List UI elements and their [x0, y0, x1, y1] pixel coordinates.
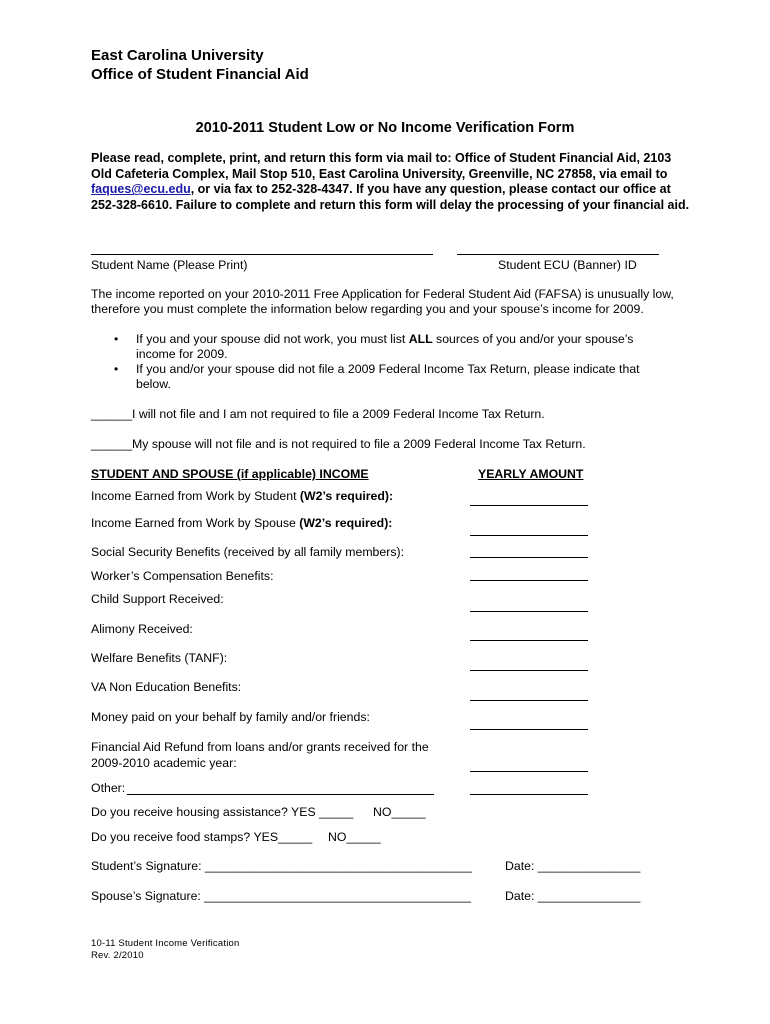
spouse-not-file-label: My spouse will not file and is not required to file a 2009 Federal Income Tax Return. [132, 437, 586, 451]
student-signature[interactable]: Student’s Signature: _______________________________________ [91, 859, 472, 873]
spouse-signature[interactable]: Spouse’s Signature: _______________________________________ [91, 889, 471, 903]
bullet-1-text-end: sources of you and/or your spouse’s income for 2009. [136, 332, 634, 362]
row-money-paid: Money paid on your behalf by family and/or friends: [91, 710, 370, 724]
food-stamps-no[interactable]: NO_____ [328, 830, 381, 844]
row-welfare: Welfare Benefits (TANF): [91, 651, 228, 665]
spouse-signature-date[interactable]: Date: _______________ [505, 889, 641, 903]
student-not-file-label: I will not file and I am not required to file a 2009 Federal Income Tax Return. [132, 407, 545, 421]
row-social-security: Social Security Benefits (received by all family members): [91, 545, 404, 559]
row-work-student-label: Income Earned from Work by Student [91, 489, 300, 503]
row-work-student [91, 489, 393, 503]
university-name: East Carolina University [91, 47, 264, 64]
row-work-spouse [91, 516, 392, 530]
row-alimony: Alimony Received: [91, 622, 193, 636]
bullet-1 [136, 332, 666, 362]
student-id-line[interactable] [457, 254, 659, 255]
office-name: Office of Student Financial Aid [91, 66, 309, 83]
amount-line-other[interactable] [470, 794, 588, 795]
student-not-file-check[interactable] [91, 407, 545, 421]
amount-line-workers-comp[interactable] [470, 580, 588, 581]
spouse-not-file-blank[interactable]: ______ [91, 437, 133, 451]
amount-line-work-student[interactable] [470, 505, 588, 506]
intro-text-2: , or via fax to 252-328-4347. If you have any question, please contact our office at 252-328-6610. Failure to complete and return this form will delay the processing of your financial aid. [91, 182, 690, 212]
row-child-support: Child Support Received: [91, 592, 224, 606]
form-title: 2010-2011 Student Low or No Income Verification Form [195, 120, 575, 136]
intro-text-1: Please read, complete, print, and return this form via mail to: Office of Student Financial Aid, 2103 Old Cafeteria Complex, Mail Stop 510, East Carolina University, Greenville, NC 27858, via email to [91, 151, 672, 181]
amount-line-welfare[interactable] [470, 670, 588, 671]
row-work-student-bold: (W2’s required): [299, 489, 394, 503]
row-work-spouse-bold: (W2’s required): [299, 516, 393, 530]
bullet-1-text: If you and your spouse did not work, you must list [136, 332, 409, 346]
housing-question[interactable]: Do you receive housing assistance? YES _____ [91, 805, 354, 819]
student-signature-date[interactable]: Date: _______________ [505, 859, 641, 873]
student-name-label: Student Name (Please Print) [91, 258, 248, 272]
amount-line-social-security[interactable] [470, 557, 588, 558]
student-id-label: Student ECU (Banner) ID [498, 258, 637, 272]
row-va: VA Non Education Benefits: [91, 680, 242, 694]
row-workers-comp: Worker’s Compensation Benefits: [91, 569, 274, 583]
amount-line-va[interactable] [470, 700, 588, 701]
bullet-2: If you and/or your spouse did not file a 2009 Federal Income Tax Return, please indicate that below. [136, 362, 640, 392]
student-name-line[interactable] [91, 254, 433, 255]
intro-paragraph [91, 151, 691, 213]
amount-line-refund[interactable] [470, 771, 588, 772]
row-other: Other: [91, 781, 126, 795]
amount-line-money-paid[interactable] [470, 729, 588, 730]
food-stamps-question[interactable]: Do you receive food stamps? YES_____ [91, 830, 313, 844]
row-refund-line1: Financial Aid Refund from loans and/or grants received for the [91, 740, 429, 754]
income-paragraph: The income reported on your 2010-2011 Free Application for Federal Student Aid (FAFSA) is unusually low, therefore you must complete the information below regarding you and your spouse’s income for 2009. [91, 287, 674, 317]
bullet-icon: • [114, 332, 119, 346]
row-work-spouse-label: Income Earned from Work by Spouse [91, 516, 300, 530]
amount-line-work-spouse[interactable] [470, 535, 588, 536]
amount-line-alimony[interactable] [470, 640, 588, 641]
other-description-line[interactable] [127, 794, 434, 795]
bullet-1-bold: ALL [408, 332, 433, 346]
yearly-amount-heading: YEARLY AMOUNT [478, 467, 584, 481]
footer-revision: Rev. 2/2010 [91, 950, 144, 961]
amount-line-child-support[interactable] [470, 611, 588, 612]
bullet-icon: • [114, 362, 119, 376]
email-link[interactable]: faques@ecu.edu [91, 182, 191, 197]
row-refund-line2: 2009-2010 academic year: [91, 756, 237, 770]
footer-form-name: 10-11 Student Income Verification [91, 938, 240, 949]
spouse-not-file-check[interactable] [91, 437, 586, 451]
student-not-file-blank[interactable]: ______ [91, 407, 133, 421]
income-heading: STUDENT AND SPOUSE (if applicable) INCOME [91, 467, 369, 481]
housing-no[interactable]: NO_____ [373, 805, 426, 819]
